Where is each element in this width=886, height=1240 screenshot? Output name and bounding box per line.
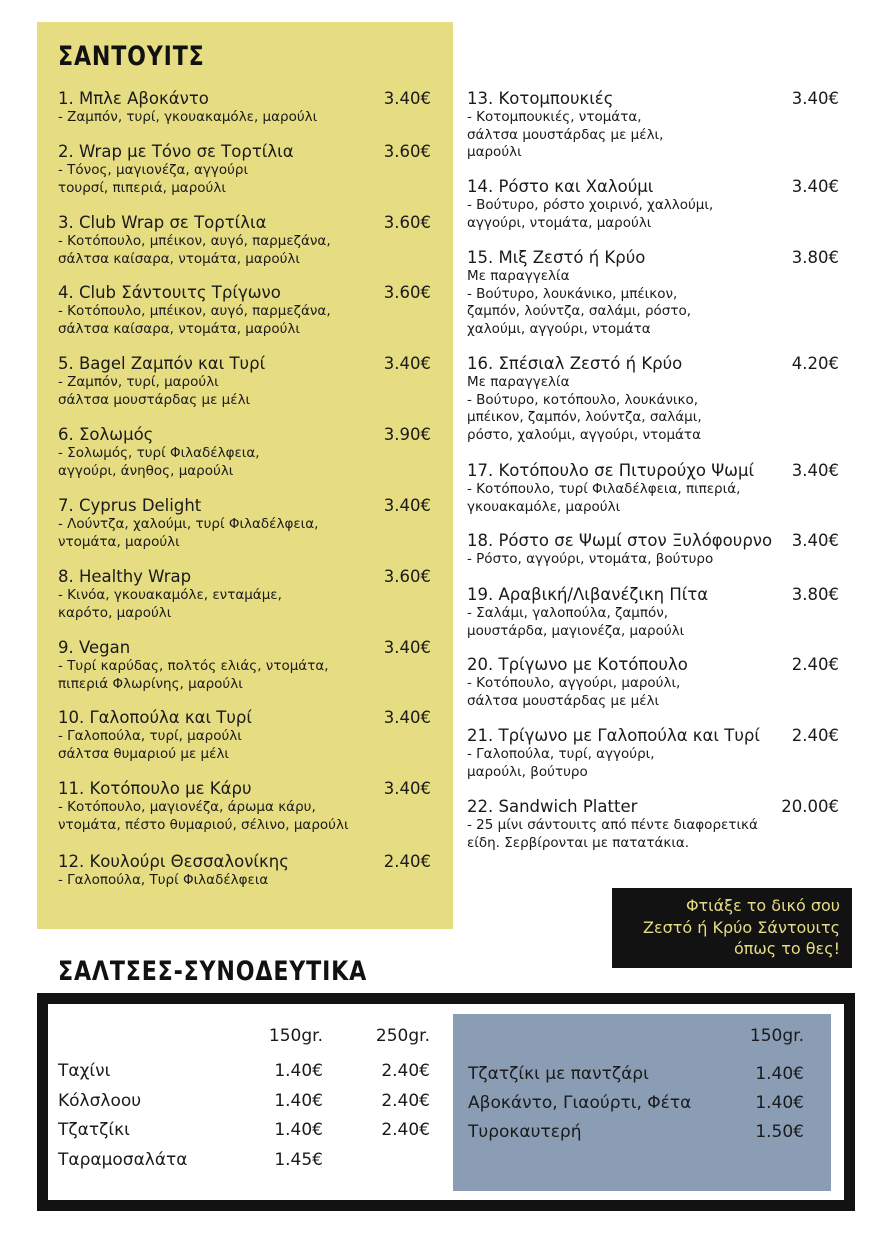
item-description: - Κοτόπουλο, μπέικον, αυγό, παρμεζάνα, σάλτσα καίσαρα, ντομάτα, μαρούλι [58,303,331,337]
item-price: 3.40€ [791,531,839,550]
item-name: 19. Αραβική/Λιβανέζικη Πίτα [467,585,709,604]
menu-item [467,585,839,640]
item-name: 9. Vegan [58,638,131,657]
menu-item [467,177,839,232]
item-description: - Σαλάμι, γαλοπούλα, ζαμπόν, μουστάρδα, μαγιονέζα, μαρούλι [467,605,685,639]
item-name: 15. Μιξ Ζεστό ή Κρύο [467,248,646,267]
menu-item [58,142,431,197]
menu-item [58,89,431,127]
item-description: - Γαλοπούλα, τυρί, μαρούλι σάλτσα θυμαριού με μέλι [58,728,242,762]
item-price: 4.20€ [791,354,839,373]
sauce-price-250: 2.40€ [381,1091,430,1111]
item-name: 2. Wrap με Τόνο σε Τορτίλια [58,142,294,161]
menu-item [467,248,839,338]
sauce-price-150: 1.40€ [755,1093,804,1113]
item-name: 13. Κοτομπουκιές [467,89,614,108]
item-price: 3.80€ [791,585,839,604]
item-price: 3.80€ [791,248,839,267]
menu-item [58,638,431,693]
sauce-price-150: 1.40€ [755,1064,804,1084]
item-name: 11. Κοτόπουλο με Κάρυ [58,779,252,798]
item-name: 7. Cyprus Delight [58,496,202,515]
menu-item [467,797,839,852]
item-price: 3.60€ [383,142,431,161]
item-price: 3.40€ [791,177,839,196]
item-description: - Τόνος, μαγιονέζα, αγγούρι τουρσί, πιπεριά, μαρούλι [58,162,249,196]
item-price: 2.40€ [791,655,839,674]
item-name: 17. Κοτόπουλο σε Πιτυρούχο Ψωμί [467,461,755,480]
sauce-price-150: 1.40€ [274,1061,323,1081]
item-name: 22. Sandwich Platter [467,797,638,816]
sauce-price-150: 1.40€ [274,1091,323,1111]
item-name: 20. Τρίγωνο με Κοτόπουλο [467,655,688,674]
item-name: 8. Healthy Wrap [58,567,192,586]
item-price: 3.40€ [383,779,431,798]
menu-item [58,213,431,268]
sauce-price-150: 1.45€ [274,1150,323,1170]
item-name: 6. Σολωμός [58,425,154,444]
column-header-250g: 250gr. [375,1026,430,1046]
custom-sandwich-promo: Φτιάξε το δικό σου Ζεστό ή Κρύο Σάντουιτς όπως το θες! [612,888,852,968]
item-description: - Κινόα, γκουακαμόλε, ενταμάμε, καρότο, μαρούλι [58,587,282,621]
item-price: 3.60€ [383,283,431,302]
item-name: 18. Ρόστο σε Ψωμί στον Ξυλόφουρνο [467,531,773,550]
item-description: - Βούτυρο, ρόστο χοιρινό, χαλλούμι, αγγούρι, ντομάτα, μαρούλι [467,197,714,231]
item-description: Με παραγγελία - Βούτυρο, λουκάνικο, μπέικον, ζαμπόν, λούντζα, σαλάμι, ρόστο, χαλούμι, αγγούρι, ντομάτα [467,268,692,337]
sauce-name: Τυροκαυτερή [468,1122,582,1142]
sauce-price-150: 1.40€ [274,1120,323,1140]
item-description: - Κοτομπουκιές, ντομάτα, σάλτσα μουστάρδας με μέλι, μαρούλι [467,109,664,160]
item-description: Με παραγγελία - Βούτυρο, κοτόπουλο, λουκάνικο, μπέικον, ζαμπόν, λούντζα, σαλάμι, ρόστο, χαλούμι, αγγούρι, ντομάτα [467,374,702,443]
menu-item [58,567,431,622]
item-price: 3.60€ [383,567,431,586]
item-name: 12. Κουλούρι Θεσσαλονίκης [58,852,289,871]
menu-item [58,496,431,551]
item-description: - Κοτόπουλο, μαγιονέζα, άρωμα κάρυ, ντομάτα, πέστο θυμαριού, σέλινο, μαρούλι [58,799,349,833]
item-description: - Κοτόπουλο, αγγούρι, μαρούλι, σάλτσα μουστάρδας με μέλι [467,675,681,709]
item-price: 3.40€ [791,89,839,108]
item-name: 5. Bagel Ζαμπόν και Τυρί [58,354,266,373]
item-price: 20.00€ [781,797,839,816]
item-name: 1. Μπλε Αβοκάντο [58,89,209,108]
menu-item [58,283,431,338]
menu-item [467,655,839,710]
menu-item [467,531,839,569]
item-price: 3.40€ [383,708,431,727]
item-description: - Κοτόπουλο, μπέικον, αυγό, παρμεζάνα, σάλτσα καίσαρα, ντομάτα, μαρούλι [58,233,331,267]
menu-item [58,425,431,480]
item-price: 3.40€ [383,496,431,515]
menu-item [467,89,839,162]
sauce-name: Τζατζίκι [58,1120,130,1140]
item-price: 2.40€ [383,852,431,871]
item-name: 16. Σπέσιαλ Ζεστό ή Κρύο [467,354,683,373]
item-price: 3.40€ [791,461,839,480]
item-description: - Ζαμπόν, τυρί, γκουακαμόλε, μαρούλι [58,109,318,125]
menu-item [58,779,431,834]
item-price: 3.90€ [383,425,431,444]
sauce-price-250: 2.40€ [381,1120,430,1140]
sauce-name: Ταχίνι [58,1061,111,1081]
menu-item [467,354,839,444]
item-price: 2.40€ [791,726,839,745]
menu-item [467,461,839,516]
menu-item [58,708,431,763]
item-description: - Γαλοπούλα, Τυρί Φιλαδέλφεια [58,872,269,888]
sauces-title: ΣΑΛΤΣΕΣ-ΣΥΝΟΔΕΥΤΙΚΑ [58,956,368,987]
menu-item [58,852,431,890]
sauce-name: Αβοκάντο, Γιαούρτι, Φέτα [468,1093,692,1113]
sauce-name: Τζατζίκι με παντζάρι [468,1064,649,1084]
item-price: 3.40€ [383,354,431,373]
sauce-price-150: 1.50€ [755,1122,804,1142]
item-name: 10. Γαλοπούλα και Τυρί [58,708,252,727]
item-description: - 25 μίνι σάντουιτς από πέντε διαφορετικά είδη. Σερβίρονται με πατατάκια. [467,817,758,851]
item-description: - Κοτόπουλο, τυρί Φιλαδέλφεια, πιπεριά, γκουακαμόλε, μαρούλι [467,481,741,515]
item-name: 4. Club Σάντουιτς Τρίγωνο [58,283,281,302]
item-description: - Λούντζα, χαλούμι, τυρί Φιλαδέλφεια, ντομάτα, μαρούλι [58,516,319,550]
sauce-name: Κόλσλοου [58,1091,142,1111]
item-description: - Σολωμός, τυρί Φιλαδέλφεια, αγγούρι, άνηθος, μαρούλι [58,445,260,479]
column-header-150g: 150gr. [749,1026,804,1046]
item-name: 14. Ρόστο και Χαλούμι [467,177,654,196]
menu-item [58,354,431,409]
sandwiches-title: ΣΑΝΤΟΥΙΤΣ [58,41,205,72]
menu-item [467,726,839,781]
item-name: 21. Τρίγωνο με Γαλοπούλα και Τυρί [467,726,760,745]
sauce-name: Ταραμοσαλάτα [58,1150,188,1170]
item-description: - Ρόστο, αγγούρι, ντομάτα, βούτυρο [467,551,714,567]
item-price: 3.60€ [383,213,431,232]
item-description: - Τυρί καρύδας, πολτός ελιάς, ντομάτα, πιπεριά Φλωρίνης, μαρούλι [58,658,329,692]
column-header-150g: 150gr. [268,1026,323,1046]
item-description: - Γαλοπούλα, τυρί, αγγούρι, μαρούλι, βούτυρο [467,746,655,780]
sauce-price-250: 2.40€ [381,1061,430,1081]
item-description: - Ζαμπόν, τυρί, μαρούλι σάλτσα μουστάρδας με μέλι [58,374,251,408]
item-name: 3. Club Wrap σε Τορτίλια [58,213,267,232]
item-price: 3.40€ [383,89,431,108]
item-price: 3.40€ [383,638,431,657]
